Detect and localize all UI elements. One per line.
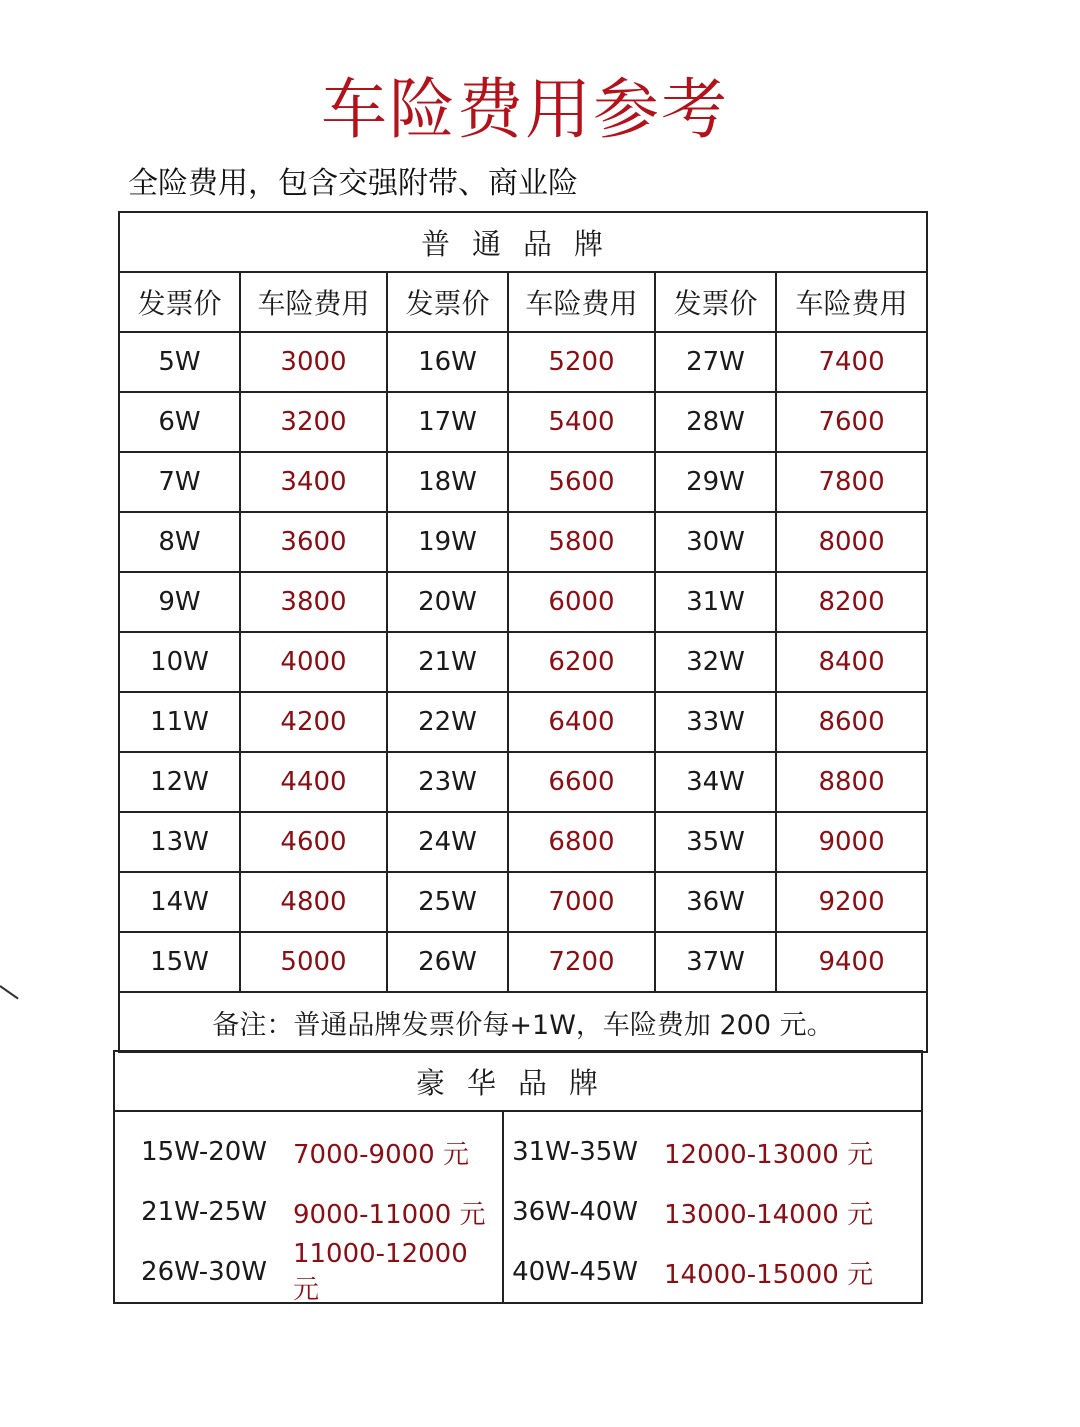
luxury-invoice-range: 21W-25W (141, 1197, 267, 1227)
insurance-fee-cell: 8800 (776, 752, 927, 812)
insurance-fee-cell: 8600 (776, 692, 927, 752)
insurance-fee-cell: 8400 (776, 632, 927, 692)
column-header-row (119, 272, 927, 332)
invoice-price-cell: 30W (655, 512, 776, 572)
invoice-price-cell: 8W (119, 512, 240, 572)
luxury-invoice-range: 31W-35W (512, 1137, 638, 1167)
insurance-fee-cell: 7200 (508, 932, 655, 992)
table-row (119, 932, 927, 992)
stray-pen-mark (0, 985, 19, 999)
invoice-price-cell: 24W (387, 812, 508, 872)
table-row (119, 332, 927, 392)
luxury-fee-range: 7000-9000 元 (293, 1139, 469, 1170)
luxury-brand-table (113, 1050, 923, 1304)
insurance-fee-cell: 5400 (508, 392, 655, 452)
invoice-price-cell: 26W (387, 932, 508, 992)
insurance-fee-cell: 9200 (776, 872, 927, 932)
regular-brand-table (118, 211, 928, 1053)
invoice-price-cell: 28W (655, 392, 776, 452)
invoice-price-cell: 9W (119, 572, 240, 632)
luxury-fee-range: 11000-12000 元 (292, 1238, 468, 1305)
invoice-price-cell: 14W (119, 872, 240, 932)
luxury-brand-heading: 豪华品牌 (114, 1051, 922, 1111)
invoice-price-cell: 11W (119, 692, 240, 752)
insurance-fee-cell: 3600 (240, 512, 387, 572)
column-header-invoice: 发票价 (387, 272, 508, 332)
column-header-fee: 车险费用 (240, 272, 387, 332)
insurance-fee-cell: 4600 (240, 812, 387, 872)
invoice-price-cell: 5W (119, 332, 240, 392)
luxury-right-column (503, 1111, 922, 1303)
invoice-price-cell: 6W (119, 392, 240, 452)
insurance-fee-cell: 6600 (508, 752, 655, 812)
invoice-price-cell: 18W (387, 452, 508, 512)
invoice-price-cell: 35W (655, 812, 776, 872)
invoice-price-cell: 13W (119, 812, 240, 872)
invoice-price-cell: 22W (387, 692, 508, 752)
insurance-fee-cell: 8200 (776, 572, 927, 632)
invoice-price-cell: 21W (387, 632, 508, 692)
insurance-fee-cell: 8000 (776, 512, 927, 572)
luxury-invoice-range: 36W-40W (512, 1197, 638, 1227)
invoice-price-cell: 29W (655, 452, 776, 512)
invoice-price-cell: 19W (387, 512, 508, 572)
luxury-price-line (115, 1182, 502, 1242)
insurance-fee-cell: 6000 (508, 572, 655, 632)
invoice-price-cell: 23W (387, 752, 508, 812)
luxury-invoice-range: 26W-30W (141, 1257, 267, 1287)
luxury-fee-range: 13000-14000 元 (664, 1199, 874, 1230)
invoice-price-cell: 33W (655, 692, 776, 752)
invoice-price-cell: 10W (119, 632, 240, 692)
insurance-fee-cell: 5600 (508, 452, 655, 512)
column-header-fee: 车险费用 (508, 272, 655, 332)
insurance-fee-cell: 3000 (240, 332, 387, 392)
insurance-fee-cell: 6200 (508, 632, 655, 692)
invoice-price-cell: 37W (655, 932, 776, 992)
luxury-price-line (504, 1242, 921, 1302)
insurance-fee-cell: 7000 (508, 872, 655, 932)
table-row (119, 572, 927, 632)
insurance-fee-cell: 7600 (776, 392, 927, 452)
column-header-invoice: 发票价 (655, 272, 776, 332)
column-header-fee: 车险费用 (776, 272, 927, 332)
table-row (119, 752, 927, 812)
insurance-fee-cell: 9400 (776, 932, 927, 992)
insurance-fee-cell: 7400 (776, 332, 927, 392)
table-row (119, 452, 927, 512)
insurance-fee-cell: 6400 (508, 692, 655, 752)
insurance-fee-cell: 5800 (508, 512, 655, 572)
invoice-price-cell: 27W (655, 332, 776, 392)
luxury-price-line (115, 1122, 502, 1182)
insurance-fee-cell: 3800 (240, 572, 387, 632)
insurance-fee-cell: 6800 (508, 812, 655, 872)
table-row (119, 512, 927, 572)
invoice-price-cell: 36W (655, 872, 776, 932)
insurance-fee-cell: 3200 (240, 392, 387, 452)
insurance-fee-cell: 7800 (776, 452, 927, 512)
page-subtitle: 全险费用，包含交强附带、商业险 (128, 166, 578, 201)
table-row (119, 812, 927, 872)
invoice-price-cell: 15W (119, 932, 240, 992)
luxury-fee-range: 9000-11000 元 (293, 1199, 486, 1230)
luxury-invoice-range: 15W-20W (141, 1137, 267, 1167)
column-header-invoice: 发票价 (119, 272, 240, 332)
insurance-fee-cell: 5000 (240, 932, 387, 992)
invoice-price-cell: 16W (387, 332, 508, 392)
regular-brand-heading: 普通品牌 (119, 212, 927, 272)
luxury-price-line (504, 1182, 921, 1242)
insurance-fee-cell: 4200 (240, 692, 387, 752)
invoice-price-cell: 31W (655, 572, 776, 632)
invoice-price-cell: 20W (387, 572, 508, 632)
luxury-fee-range: 14000-15000 元 (664, 1259, 874, 1290)
insurance-fee-cell: 4800 (240, 872, 387, 932)
page-title: 车险费用参考 (321, 71, 729, 148)
insurance-fee-cell: 4000 (240, 632, 387, 692)
insurance-fee-cell: 3400 (240, 452, 387, 512)
luxury-price-line (504, 1122, 921, 1182)
table-row (119, 692, 927, 752)
insurance-fee-cell: 5200 (508, 332, 655, 392)
luxury-left-column (114, 1111, 503, 1303)
invoice-price-cell: 34W (655, 752, 776, 812)
insurance-fee-cell: 9000 (776, 812, 927, 872)
invoice-price-cell: 17W (387, 392, 508, 452)
insurance-fee-cell: 4400 (240, 752, 387, 812)
table-row (119, 632, 927, 692)
table-row (119, 872, 927, 932)
regular-brand-note: 备注：普通品牌发票价每+1W，车险费加 200 元。 (119, 992, 927, 1052)
invoice-price-cell: 7W (119, 452, 240, 512)
invoice-price-cell: 32W (655, 632, 776, 692)
luxury-invoice-range: 40W-45W (512, 1257, 638, 1287)
luxury-fee-range: 12000-13000 元 (664, 1139, 874, 1170)
invoice-price-cell: 12W (119, 752, 240, 812)
invoice-price-cell: 25W (387, 872, 508, 932)
table-row (119, 392, 927, 452)
luxury-price-line (115, 1238, 502, 1305)
